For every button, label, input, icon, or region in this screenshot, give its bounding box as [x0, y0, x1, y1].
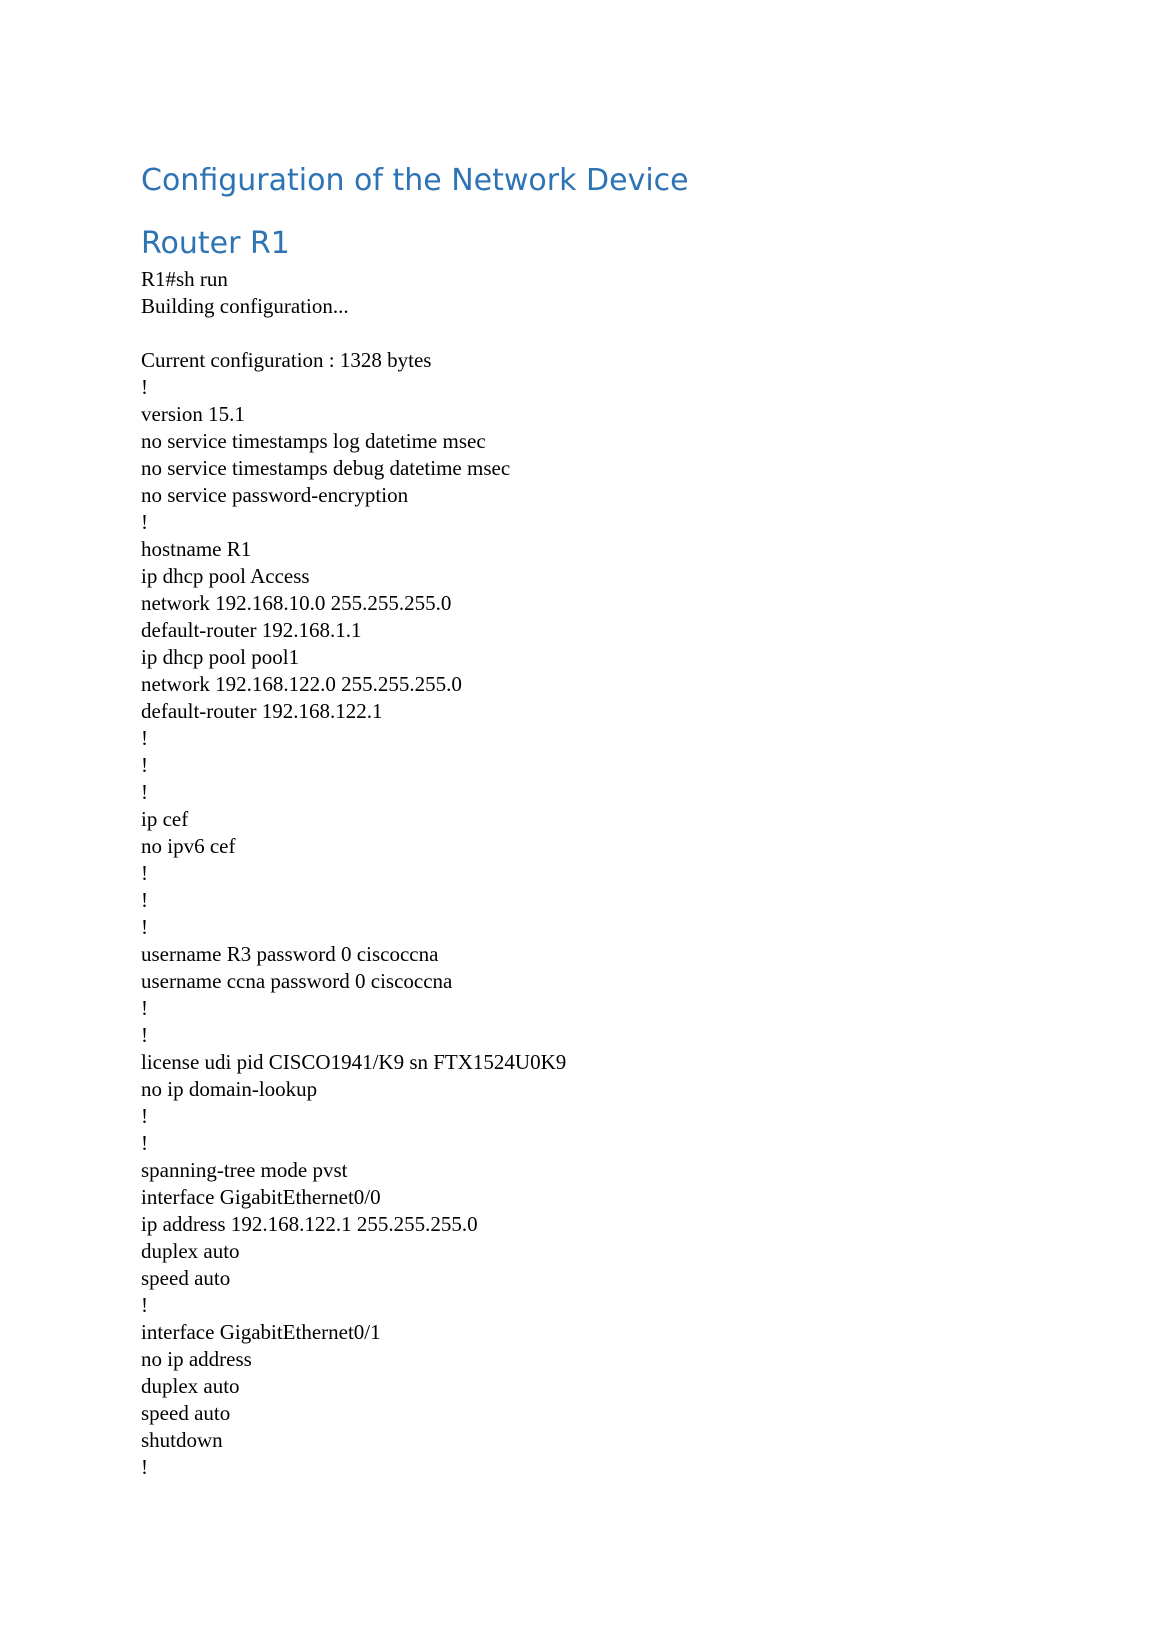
- config-line: no service timestamps log datetime msec: [141, 429, 486, 453]
- config-line: spanning-tree mode pvst: [141, 1158, 348, 1182]
- config-line: !: [141, 1104, 148, 1128]
- config-line: ip cef: [141, 807, 189, 831]
- config-line: !: [141, 861, 148, 885]
- config-line: speed auto: [141, 1401, 231, 1425]
- config-line: speed auto: [141, 1266, 231, 1290]
- config-line: !: [141, 780, 148, 804]
- config-line: default-router 192.168.122.1: [141, 699, 383, 723]
- config-line: [141, 320, 566, 347]
- config-line: !: [141, 753, 148, 777]
- config-line: R1#sh run: [141, 267, 228, 291]
- config-line: !: [141, 510, 148, 534]
- config-line: interface GigabitEthernet0/0: [141, 1185, 381, 1209]
- config-line: hostname R1: [141, 537, 252, 561]
- config-line: duplex auto: [141, 1239, 240, 1263]
- config-line: license udi pid CISCO1941/K9 sn FTX1524U0K9: [141, 1050, 567, 1074]
- config-line: !: [141, 726, 148, 750]
- config-line: network 192.168.10.0 255.255.255.0: [141, 591, 452, 615]
- section-heading-router-r1: Router R1: [141, 226, 290, 261]
- config-line: no service timestamps debug datetime msec: [141, 456, 511, 480]
- config-line: !: [141, 1023, 148, 1047]
- config-line: network 192.168.122.0 255.255.255.0: [141, 672, 462, 696]
- config-line: username R3 password 0 ciscoccna: [141, 942, 439, 966]
- config-line: ip address 192.168.122.1 255.255.255.0: [141, 1212, 478, 1236]
- config-line: interface GigabitEthernet0/1: [141, 1320, 381, 1344]
- config-line: Building configuration...: [141, 294, 349, 318]
- config-line: !: [141, 375, 148, 399]
- running-config-text: [141, 266, 566, 1481]
- config-line: !: [141, 996, 148, 1020]
- config-line: Current configuration : 1328 bytes: [141, 348, 432, 372]
- document-title: Configuration of the Network Device: [141, 163, 689, 198]
- config-line: duplex auto: [141, 1374, 240, 1398]
- config-line: !: [141, 1455, 148, 1479]
- config-line: !: [141, 888, 148, 912]
- config-line: ip dhcp pool pool1: [141, 645, 300, 669]
- config-line: default-router 192.168.1.1: [141, 618, 362, 642]
- config-line: !: [141, 1131, 148, 1155]
- config-line: username ccna password 0 ciscoccna: [141, 969, 453, 993]
- config-line: no ipv6 cef: [141, 834, 236, 858]
- config-line: no ip address: [141, 1347, 252, 1371]
- config-line: version 15.1: [141, 402, 245, 426]
- config-line: !: [141, 915, 148, 939]
- config-line: no service password-encryption: [141, 483, 409, 507]
- config-line: no ip domain-lookup: [141, 1077, 318, 1101]
- config-line: shutdown: [141, 1428, 223, 1452]
- config-line: ip dhcp pool Access: [141, 564, 310, 588]
- config-line: !: [141, 1293, 148, 1317]
